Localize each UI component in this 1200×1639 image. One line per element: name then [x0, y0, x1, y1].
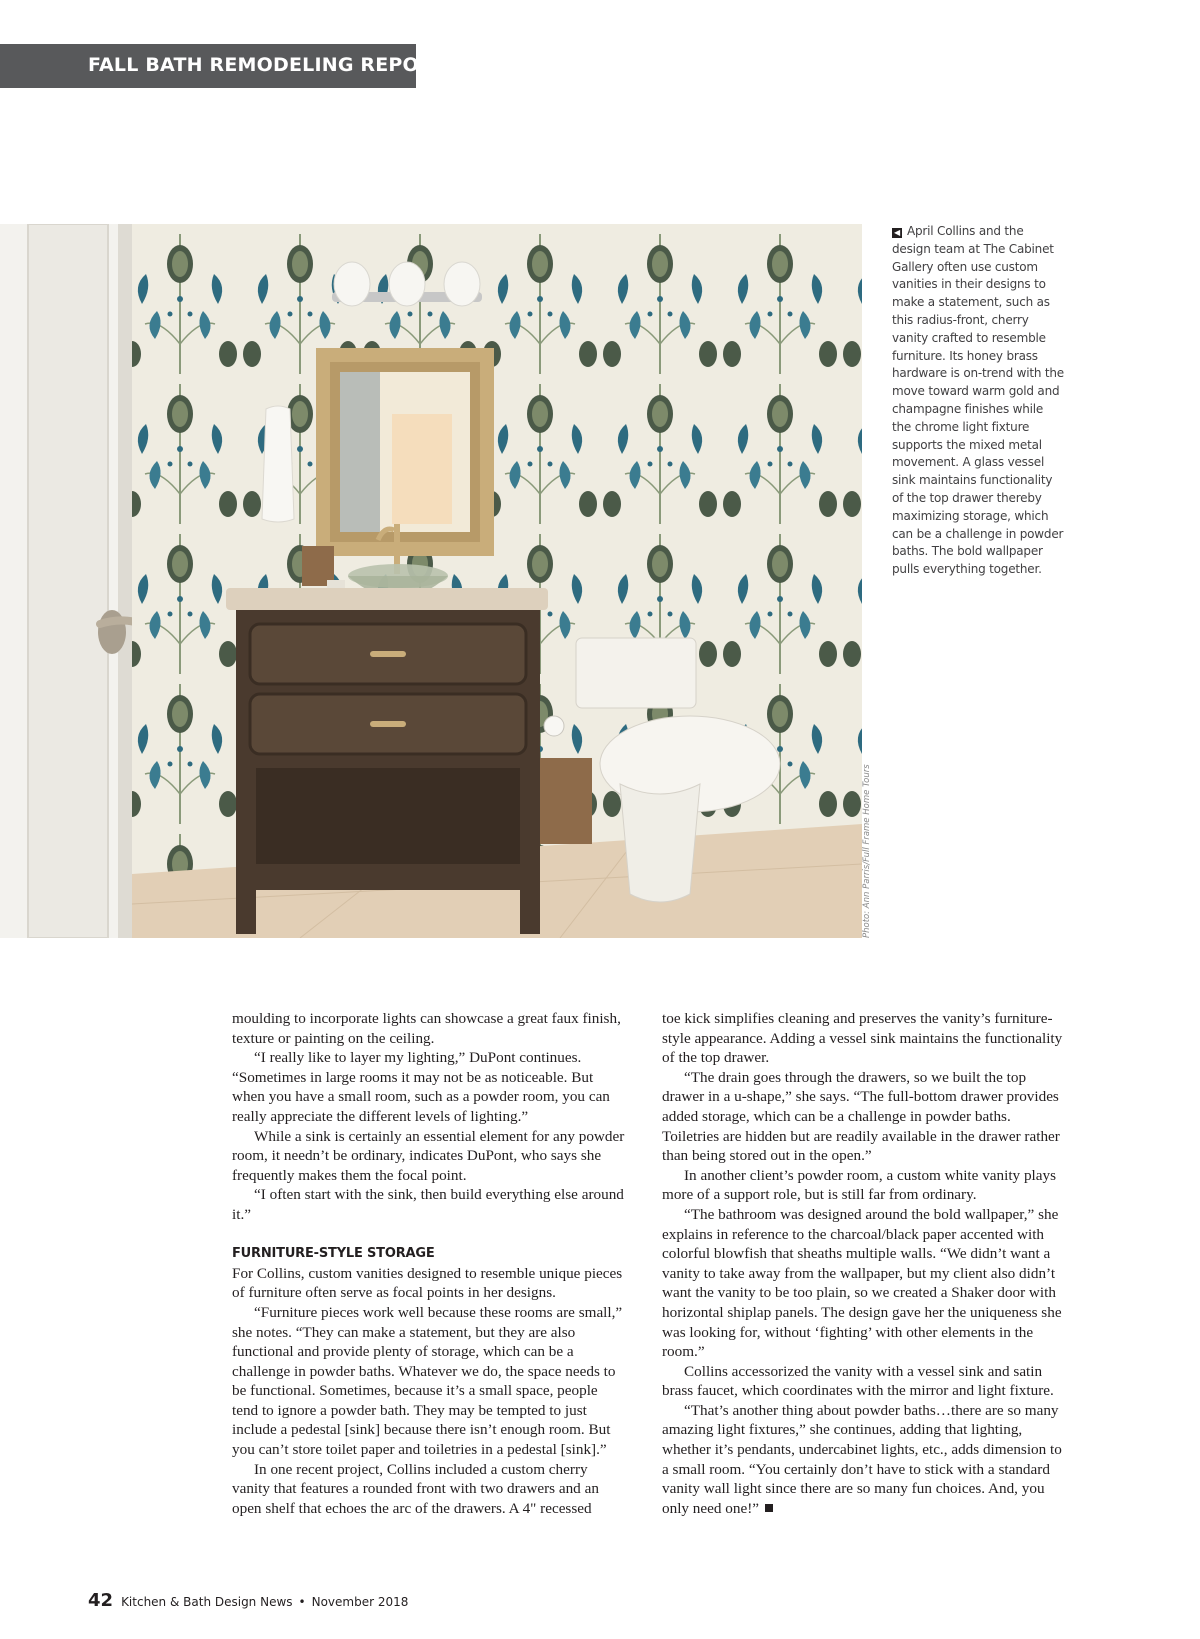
paragraph-text: “That’s another thing about powder baths…there are so many amazing light fixtures,” she continues, adding that lighting, whether it’s pendants, undercabinet lights, etc., adds dimension to a small room. “You certainly don’t have to stick with a standard vanity wall light since there are so many fun choices. And, you only need one!” — [662, 1401, 1062, 1517]
paragraph: “I really like to layer my lighting,” DuPont continues. “Sometimes in large rooms it may not be as noticeable. But when you have a small room, such as a powder room, you can really appreciate the different levels of lighting.” — [232, 1049, 610, 1125]
paragraph: In one recent project, Collins included a custom cherry vanity that features a rounded front with two drawers and an open shelf that echoes the arc of the drawers. A 4" recessed — [232, 1460, 599, 1517]
page-footer — [88, 1590, 408, 1611]
paragraph: “The bathroom was designed around the bold wallpaper,” she explains in reference to the charcoal/black paper accented with colorful blowfish that sheaths multiple walls. “We didn’t want a vanity to take away from the wallpaper, but my client also didn’t want the vanity to be too plain, so we created a Shaker door with horizontal shiplap panels. The design gave her the uniqueness she was looking for, without ‘fighting’ with other elements in the room.” — [662, 1205, 1062, 1361]
article-column-right — [662, 1009, 1066, 1518]
arrow-left-icon: ◀ — [892, 228, 902, 238]
article-column-left — [232, 1009, 626, 1518]
paragraph: “Furniture pieces work well because these rooms are small,” she notes. “They can make a statement, but they are also functional and provide plenty of storage, which can be a challenge in powder baths. Whatever we do, the space needs to be functional. Sometimes, because it’s a small space, people tend to ignore a powder bath. They may be tempted to just include a pedestal [sink] because there isn’t enough room. But you can’t store toilet paper and toiletries in a pedestal [sink].” — [232, 1303, 623, 1459]
paragraph: While a sink is certainly an essential element for any powder room, it needn’t be ordinary, indicates DuPont, who says she frequently makes them the focal point. — [232, 1127, 625, 1184]
section-subhead: FURNITURE-STYLE STORAGE — [232, 1246, 435, 1262]
paragraph: toe kick simplifies cleaning and preserves the vanity’s furniture-style appearance. Adding a vessel sink maintains the functionality of the top drawer. — [662, 1010, 1063, 1067]
paragraph: For Collins, custom vanities designed to resemble unique pieces of furniture often serve as focal points in her designs. — [232, 1264, 623, 1302]
footer-separator: • — [298, 1595, 306, 1609]
paragraph: In another client’s powder room, a custom white vanity plays more of a support role, but is still far from ordinary. — [662, 1166, 1057, 1204]
paragraph: moulding to incorporate lights can showcase a great faux finish, texture or painting on the ceiling. — [232, 1010, 621, 1047]
page-number: 42 — [88, 1590, 114, 1611]
photo-caption — [892, 223, 1064, 579]
end-square-icon — [765, 1504, 773, 1512]
powder-room-photo — [0, 224, 862, 938]
paragraph: “I often start with the sink, then build everything else around it.” — [232, 1186, 624, 1223]
issue-date: November 2018 — [311, 1595, 409, 1609]
paragraph: “The drain goes through the drawers, so we built the top drawer in a u-shape,” she says. “The full-bottom drawer provides added storage, which can be a challenge in powder baths. Toiletries are hidden but are readily available in the drawer rather than being stored out in the open.” — [662, 1068, 1060, 1165]
caption-text: April Collins and the design team at The Cabinet Gallery often use custom vanities in their designs to make a statement, such as this radius-front, cherry vanity crafted to resemble furniture. Its honey brass hardware is on-trend with the move toward warm gold and champagne finishes while the chrome light fixture supports the mixed metal movement. A glass vessel sink maintains functionality of the top drawer thereby maximizing storage, which can be a challenge in powder baths. The bold wallpaper pulls everything together. — [892, 224, 1064, 577]
section-header-bar — [0, 44, 447, 88]
photo-credit: Photo: Ann Parris/Full Frame Home Tours — [862, 764, 872, 938]
paragraph: Collins accessorized the vanity with a vessel sink and satin brass faucet, which coordinates with the mirror and light fixture. — [662, 1362, 1054, 1400]
publication-name: Kitchen & Bath Design News — [121, 1595, 293, 1609]
section-title: FALL BATH REMODELING REPORT — [88, 54, 447, 76]
paragraph-last — [662, 1401, 1066, 1519]
